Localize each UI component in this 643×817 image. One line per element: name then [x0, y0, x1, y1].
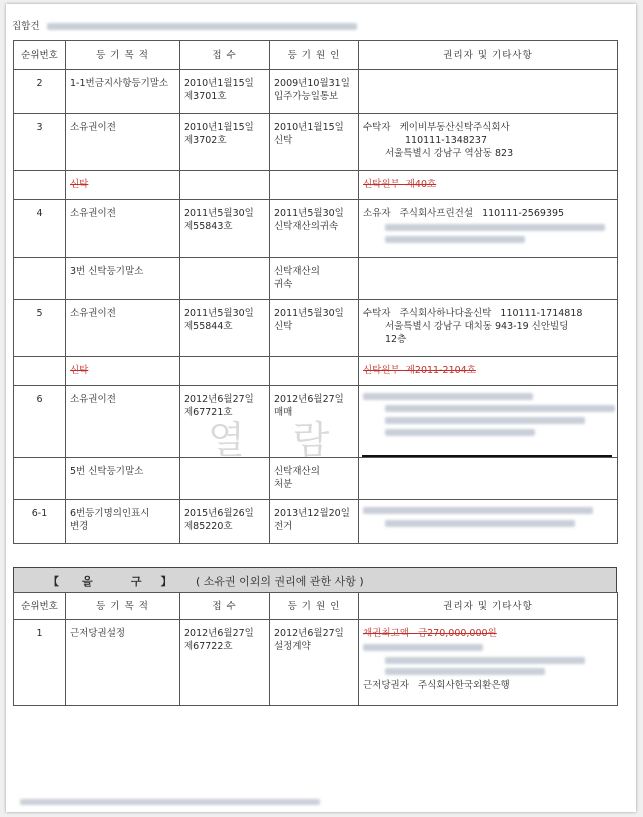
cause-cell	[270, 357, 359, 386]
col-rights: 권리자 및 기타사항	[359, 41, 618, 70]
cause-cell: 2011년5월30일 신탁재산의귀속	[270, 200, 359, 258]
reg-number: 110111-1348237	[405, 135, 488, 146]
table-header-row	[14, 593, 618, 620]
table-row	[14, 114, 618, 171]
redacted-text	[385, 417, 585, 424]
col-cause: 등 기 원 인	[270, 593, 359, 620]
address-line: 서울특별시 강남구 대치동 943-19 신안빌딩	[385, 321, 569, 332]
redacted-address	[47, 23, 357, 30]
redacted-text	[385, 236, 525, 243]
rights-cell	[359, 258, 618, 300]
rank-cell: 1	[14, 620, 66, 706]
owner-line: 소유자 주식회사프린건설 110111-2569395	[363, 208, 565, 219]
registry-page	[6, 4, 636, 812]
document-header	[12, 18, 357, 32]
redacted-text	[363, 644, 483, 651]
purpose-cell: 소유권이전	[66, 386, 180, 458]
table-row	[14, 500, 618, 544]
rights-cell	[359, 458, 618, 500]
struck-max-claim: 채권최고액 금270,000,000원	[363, 628, 497, 639]
table-row	[14, 357, 618, 386]
rank-cell	[14, 458, 66, 500]
section-subtitle: ( 소유권 이외의 권리에 관한 사항 )	[196, 575, 364, 588]
col-rank: 순위번호	[14, 593, 66, 620]
table-row	[14, 620, 618, 706]
cause-cell	[270, 171, 359, 200]
trustee-line: 수탁자 케이비부동산신탁주식회사	[363, 122, 510, 133]
redacted-text	[385, 405, 615, 412]
redacted-text	[385, 429, 535, 436]
receipt-cell	[180, 357, 270, 386]
trustee-line: 수탁자 주식회사하나다올신탁 110111-1714818	[363, 308, 583, 319]
rank-cell	[14, 171, 66, 200]
cause-cell: 신탁재산의 귀속	[270, 258, 359, 300]
cause-cell: 신탁재산의 처분	[270, 458, 359, 500]
rights-cell	[359, 300, 618, 357]
rights-cell	[359, 386, 618, 458]
col-purpose: 등 기 목 적	[66, 593, 180, 620]
cause-cell: 2012년6월27일 매매	[270, 386, 359, 458]
header-prefix: 집합건	[12, 21, 40, 32]
struck-purpose: 신탁	[70, 179, 89, 190]
table-header-row	[14, 41, 618, 70]
eul-gu-section-header	[13, 567, 617, 593]
rights-cell	[359, 70, 618, 114]
rank-cell	[14, 357, 66, 386]
struck-rights: 신탁원부 제2011-2104호	[363, 365, 476, 376]
gap-gu-table	[13, 40, 618, 544]
table-row	[14, 171, 618, 200]
watermark: 열 람	[208, 418, 348, 462]
rank-cell	[14, 258, 66, 300]
rank-cell: 6-1	[14, 500, 66, 544]
receipt-cell: 2010년1월15일 제3702호	[180, 114, 270, 171]
rank-cell: 5	[14, 300, 66, 357]
cause-cell: 2009년10월31일 입주가능일통보	[270, 70, 359, 114]
receipt-cell	[180, 258, 270, 300]
redacted-text	[385, 668, 545, 675]
rank-cell: 3	[14, 114, 66, 171]
cause-cell: 2010년1월15일 신탁	[270, 114, 359, 171]
section-title: 【 을 구 】	[48, 575, 172, 588]
redacted-text	[385, 224, 605, 231]
purpose-cell: 6번등기명의인표시 변경	[66, 500, 180, 544]
receipt-cell: 2012년6월27일 제67722호	[180, 620, 270, 706]
cause-cell: 2012년6월27일 설정계약	[270, 620, 359, 706]
col-receipt: 접 수	[180, 41, 270, 70]
purpose-cell: 3번 신탁등기말소	[66, 258, 180, 300]
col-purpose: 등 기 목 적	[66, 41, 180, 70]
receipt-cell: 2015년6월26일 제85220호	[180, 500, 270, 544]
receipt-cell: 2011년5월30일 제55843호	[180, 200, 270, 258]
rights-cell	[359, 620, 618, 706]
table-row	[14, 70, 618, 114]
eul-gu-table	[13, 592, 618, 706]
purpose-cell: 근저당권설정	[66, 620, 180, 706]
redacted-text	[363, 393, 533, 400]
purpose-cell: 1-1번금지사항등기말소	[66, 70, 180, 114]
redacted-footer	[20, 799, 320, 805]
redacted-text	[385, 657, 585, 664]
purpose-cell: 5번 신탁등기말소	[66, 458, 180, 500]
address-floor: 12층	[385, 334, 407, 345]
table-row	[14, 200, 618, 258]
purpose-cell: 소유권이전	[66, 114, 180, 171]
col-rights: 권리자 및 기타사항	[359, 593, 618, 620]
rank-cell: 6	[14, 386, 66, 458]
rank-cell: 4	[14, 200, 66, 258]
redacted-text	[385, 520, 575, 527]
rank-cell: 2	[14, 70, 66, 114]
rights-cell	[359, 500, 618, 544]
redacted-text	[363, 507, 593, 514]
cause-cell: 2013년12월20일 전거	[270, 500, 359, 544]
table-row	[14, 300, 618, 357]
mortgagee-line: 근저당권자 주식회사한국외환은행	[363, 680, 510, 691]
purpose-cell: 소유권이전	[66, 200, 180, 258]
address-line: 서울특별시 강남구 역삼동 823	[385, 148, 514, 159]
rights-cell	[359, 200, 618, 258]
receipt-cell: 2012년6월27일 제67721호	[180, 386, 270, 458]
col-cause: 등 기 원 인	[270, 41, 359, 70]
cause-cell: 2011년5월30일 신탁	[270, 300, 359, 357]
col-rank: 순위번호	[14, 41, 66, 70]
col-receipt: 접 수	[180, 593, 270, 620]
receipt-cell: 2011년5월30일 제55844호	[180, 300, 270, 357]
receipt-cell	[180, 171, 270, 200]
page-footer	[20, 797, 320, 806]
purpose-cell: 소유권이전	[66, 300, 180, 357]
struck-rights: 신탁원부 제40호	[363, 179, 437, 190]
rights-cell	[359, 114, 618, 171]
table-row	[14, 258, 618, 300]
redaction-bar	[362, 455, 612, 457]
receipt-cell: 2010년1월15일 제3701호	[180, 70, 270, 114]
struck-purpose: 신탁	[70, 365, 89, 376]
